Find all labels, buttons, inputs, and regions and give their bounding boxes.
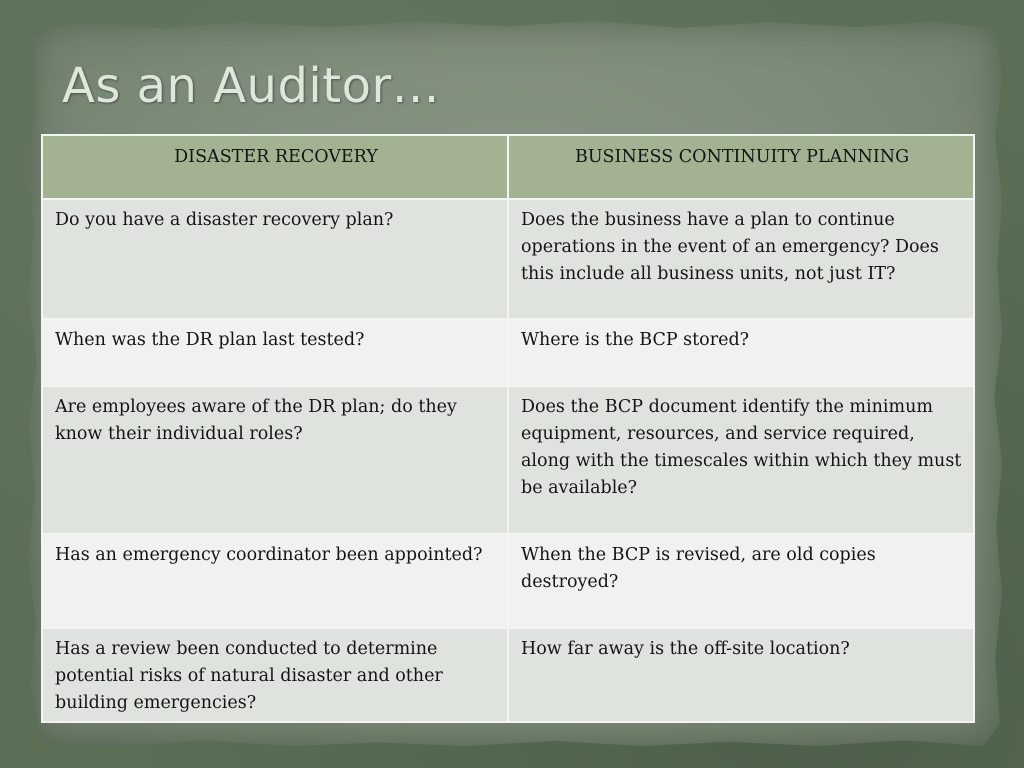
audit-questions-table xyxy=(41,134,975,723)
header-disaster-recovery: DISASTER RECOVERY xyxy=(42,135,508,199)
bcp-question-cell: Where is the BCP stored? xyxy=(508,319,974,386)
dr-question-cell: Has a review been conducted to determine potential risks of natural disaster and other building emergencies? xyxy=(42,628,508,722)
dr-question-cell: Do you have a disaster recovery plan? xyxy=(42,199,508,319)
dr-question-cell: Has an emergency coordinator been appointed? xyxy=(42,534,508,628)
slide-title: As an Auditor… xyxy=(62,58,441,114)
table-row xyxy=(42,534,974,628)
dr-question-cell: Are employees aware of the DR plan; do they know their individual roles? xyxy=(42,386,508,534)
table-row xyxy=(42,199,974,319)
header-business-continuity-planning: BUSINESS CONTINUITY PLANNING xyxy=(508,135,974,199)
bcp-question-cell: Does the business have a plan to continue operations in the event of an emergency? Does this include all business units, not just IT? xyxy=(508,199,974,319)
dr-question-cell: When was the DR plan last tested? xyxy=(42,319,508,386)
table-row xyxy=(42,386,974,534)
table-row xyxy=(42,628,974,722)
bcp-question-cell: When the BCP is revised, are old copies destroyed? xyxy=(508,534,974,628)
bcp-question-cell: How far away is the off-site location? xyxy=(508,628,974,722)
table-header-row xyxy=(42,135,974,199)
bcp-question-cell: Does the BCP document identify the minimum equipment, resources, and service required, along with the timescales within which they must be available? xyxy=(508,386,974,534)
table-row xyxy=(42,319,974,386)
